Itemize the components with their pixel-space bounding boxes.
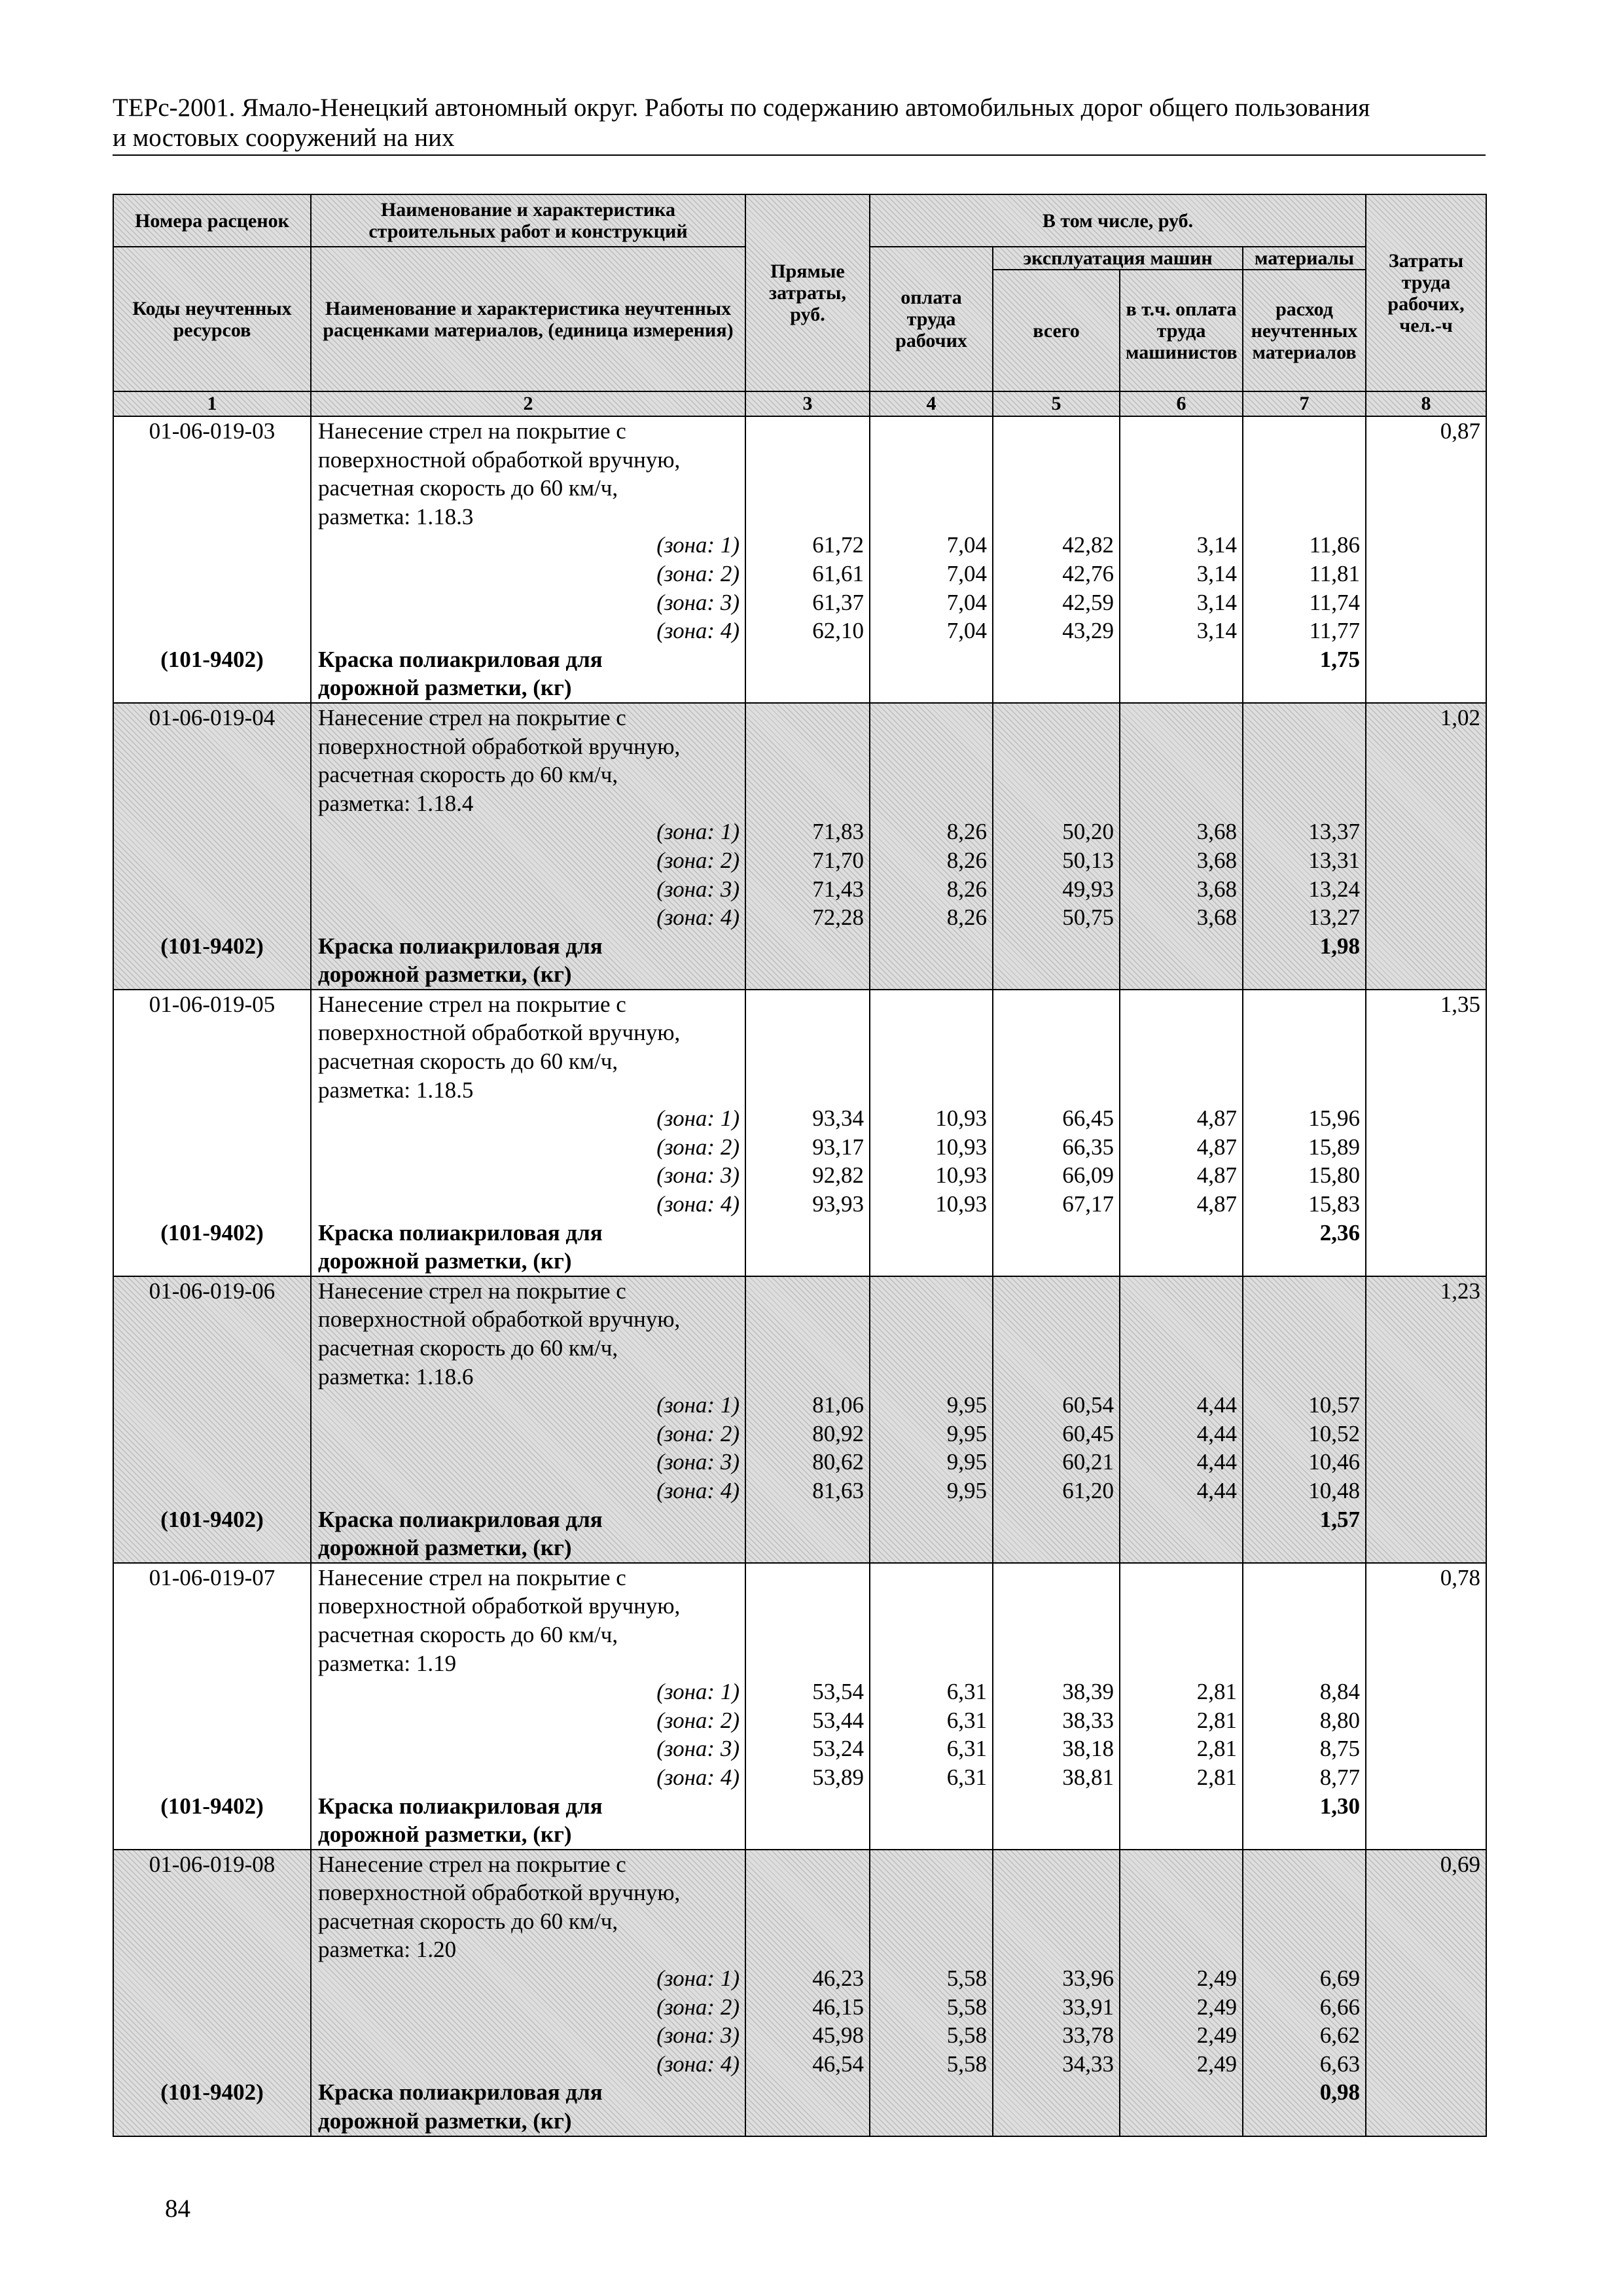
wages-cost: 6,31 <box>946 1679 987 1705</box>
work-description: расчетная скорость до 60 км/ч, <box>318 475 618 501</box>
col-labor <box>1366 703 1486 990</box>
header-unaccounted-materials: расход неучтенных материалов <box>1243 270 1366 391</box>
col-machines <box>993 416 1120 703</box>
wages-cost: 7,04 <box>946 560 987 586</box>
zone-label: (зона: 4) <box>656 1764 740 1790</box>
column-number: 5 <box>993 391 1120 416</box>
machines-cost: 43,29 <box>1062 618 1114 644</box>
machinist-wages: 3,14 <box>1196 618 1237 644</box>
work-description: поверхностной обработкой вручную, <box>318 1306 681 1333</box>
direct-cost: 81,06 <box>812 1392 864 1418</box>
machines-cost: 67,17 <box>1062 1191 1114 1217</box>
materials-cost: 6,63 <box>1319 2051 1361 2077</box>
column-number: 7 <box>1243 391 1366 416</box>
col-description <box>311 1276 745 1563</box>
zone-label: (зона: 1) <box>656 532 740 558</box>
header-direct-costs: Прямые затраты, руб. <box>745 194 870 391</box>
zone-label: (зона: 4) <box>656 2051 740 2077</box>
wages-cost: 10,93 <box>935 1105 987 1132</box>
machines-cost: 42,82 <box>1062 532 1114 558</box>
machinist-wages: 3,68 <box>1196 819 1237 845</box>
zone-label: (зона: 2) <box>656 1134 740 1160</box>
col-codes <box>113 1850 311 2136</box>
col-description <box>311 1563 745 1850</box>
machines-cost: 42,76 <box>1062 560 1114 586</box>
resource-name: Краска полиакриловая для <box>318 933 603 959</box>
direct-cost: 61,72 <box>812 532 864 558</box>
wages-cost: 6,31 <box>946 1707 987 1733</box>
direct-cost: 46,15 <box>812 1994 864 2020</box>
machinist-wages: 2,81 <box>1196 1764 1237 1790</box>
direct-cost: 80,62 <box>812 1449 864 1475</box>
rate-row <box>113 1850 1486 2136</box>
resource-code: (101-9402) <box>160 1506 264 1532</box>
header-title-line1: ТЕРс-2001. Ямало-Ненецкий автономный округ. Работы по содержанию автомобильных дорог общего пользования <box>113 94 1370 122</box>
direct-cost: 61,61 <box>812 560 864 586</box>
wages-cost: 6,31 <box>946 1736 987 1762</box>
col-materials <box>1243 990 1366 1276</box>
resource-name: дорожной разметки, (кг) <box>318 1535 572 1561</box>
header-resource-codes: Коды неучтенных ресурсов <box>113 247 311 391</box>
labor-hours: 1,02 <box>1440 704 1481 730</box>
direct-cost: 80,92 <box>812 1420 864 1446</box>
zone-label: (зона: 1) <box>656 1965 740 1992</box>
machines-cost: 42,59 <box>1062 589 1114 615</box>
page-number: 84 <box>165 2195 190 2223</box>
resource-name: Краска полиакриловая для <box>318 1793 603 1819</box>
machinist-wages: 2,49 <box>1196 1994 1237 2020</box>
resource-code: (101-9402) <box>160 933 264 959</box>
header-materials-name: Наименование и характеристика неучтенных расценками материалов, (единица измерения) <box>311 247 745 391</box>
materials-cost: 8,80 <box>1319 1707 1361 1733</box>
direct-cost: 93,34 <box>812 1105 864 1132</box>
machines-cost: 60,45 <box>1062 1420 1114 1446</box>
zone-label: (зона: 3) <box>656 1736 740 1762</box>
wages-cost: 7,04 <box>946 618 987 644</box>
column-number: 3 <box>745 391 870 416</box>
col-codes <box>113 703 311 990</box>
labor-hours: 1,35 <box>1440 991 1481 1017</box>
zone-label: (зона: 4) <box>656 1191 740 1217</box>
wages-cost: 10,93 <box>935 1134 987 1160</box>
zone-label: (зона: 1) <box>656 1105 740 1132</box>
materials-cost: 8,75 <box>1319 1736 1361 1762</box>
resource-quantity: 2,36 <box>1319 1219 1361 1246</box>
direct-cost: 46,23 <box>812 1965 864 1992</box>
materials-cost: 13,27 <box>1308 905 1361 931</box>
rate-row <box>113 416 1486 703</box>
resource-name: дорожной разметки, (кг) <box>318 961 572 988</box>
machinist-wages: 3,68 <box>1196 876 1237 902</box>
col-codes <box>113 1563 311 1850</box>
machines-cost: 66,35 <box>1062 1134 1114 1160</box>
header-rate-numbers: Номера расценок <box>113 194 311 247</box>
labor-hours: 1,23 <box>1440 1278 1481 1304</box>
resource-quantity: 1,75 <box>1319 646 1361 672</box>
rate-code: 01-06-019-03 <box>149 418 276 444</box>
materials-cost: 10,52 <box>1308 1420 1361 1446</box>
labor-hours: 0,78 <box>1440 1564 1481 1590</box>
machinist-wages: 4,44 <box>1196 1449 1237 1475</box>
direct-cost: 53,54 <box>812 1679 864 1705</box>
machinist-wages: 3,14 <box>1196 589 1237 615</box>
materials-cost: 13,37 <box>1308 819 1361 845</box>
resource-code: (101-9402) <box>160 2079 264 2106</box>
direct-cost: 92,82 <box>812 1162 864 1189</box>
header-including: В том числе, руб. <box>870 194 1366 247</box>
resource-quantity: 1,98 <box>1319 933 1361 959</box>
materials-cost: 13,24 <box>1308 876 1361 902</box>
zone-label: (зона: 1) <box>656 819 740 845</box>
direct-cost: 71,70 <box>812 847 864 873</box>
machines-cost: 60,54 <box>1062 1392 1114 1418</box>
machinist-wages: 2,49 <box>1196 2051 1237 2077</box>
wages-cost: 9,95 <box>946 1477 987 1503</box>
zone-label: (зона: 2) <box>656 1420 740 1446</box>
header-wages: оплата труда рабочих <box>870 247 993 391</box>
col-machines <box>993 990 1120 1276</box>
work-description: разметка: 1.18.3 <box>318 503 474 529</box>
rate-code: 01-06-019-05 <box>149 991 276 1017</box>
zone-label: (зона: 3) <box>656 876 740 902</box>
work-description: поверхностной обработкой вручную, <box>318 1880 681 1906</box>
zone-label: (зона: 4) <box>656 1477 740 1503</box>
machines-cost: 38,39 <box>1062 1679 1114 1705</box>
work-description: Нанесение стрел на покрытие с <box>318 418 626 444</box>
col-machines <box>993 1276 1120 1563</box>
column-number: 1 <box>113 391 311 416</box>
wages-cost: 7,04 <box>946 532 987 558</box>
direct-cost: 46,54 <box>812 2051 864 2077</box>
direct-cost: 62,10 <box>812 618 864 644</box>
col-codes <box>113 990 311 1276</box>
materials-cost: 15,89 <box>1308 1134 1361 1160</box>
zone-label: (зона: 1) <box>656 1679 740 1705</box>
resource-name: дорожной разметки, (кг) <box>318 1248 572 1274</box>
resource-quantity: 1,57 <box>1319 1506 1361 1532</box>
rate-code: 01-06-019-06 <box>149 1278 276 1304</box>
col-labor <box>1366 1563 1486 1850</box>
col-direct-costs <box>745 703 870 990</box>
resource-name: Краска полиакриловая для <box>318 2079 603 2106</box>
resource-code: (101-9402) <box>160 1219 264 1246</box>
materials-cost: 15,83 <box>1308 1191 1361 1217</box>
materials-cost: 10,48 <box>1308 1477 1361 1503</box>
zone-label: (зона: 3) <box>656 2022 740 2049</box>
col-direct-costs <box>745 990 870 1276</box>
machines-cost: 60,21 <box>1062 1449 1114 1475</box>
column-number: 4 <box>870 391 993 416</box>
direct-cost: 71,83 <box>812 819 864 845</box>
machines-cost: 33,78 <box>1062 2022 1114 2049</box>
zone-label: (зона: 1) <box>656 1392 740 1418</box>
col-direct-costs <box>745 1850 870 2136</box>
header-labor-costs: Затраты труда рабочих, чел.-ч <box>1366 194 1486 391</box>
direct-cost: 93,93 <box>812 1191 864 1217</box>
machines-cost: 61,20 <box>1062 1477 1114 1503</box>
resource-name: дорожной разметки, (кг) <box>318 2108 572 2134</box>
materials-cost: 11,86 <box>1309 532 1361 558</box>
wages-cost: 5,58 <box>946 2051 987 2077</box>
resource-name: дорожной разметки, (кг) <box>318 675 572 701</box>
machines-cost: 34,33 <box>1062 2051 1114 2077</box>
direct-cost: 71,43 <box>812 876 864 902</box>
work-description: поверхностной обработкой вручную, <box>318 446 681 473</box>
materials-cost: 8,84 <box>1319 1679 1361 1705</box>
wages-cost: 10,93 <box>935 1191 987 1217</box>
machinist-wages: 4,87 <box>1196 1191 1237 1217</box>
machines-cost: 33,96 <box>1062 1965 1114 1992</box>
materials-cost: 10,46 <box>1308 1449 1361 1475</box>
resource-name: Краска полиакриловая для <box>318 1506 603 1532</box>
rates-table <box>113 194 1487 2137</box>
rate-row <box>113 1276 1486 1563</box>
direct-cost: 53,24 <box>812 1736 864 1762</box>
machines-cost: 50,13 <box>1062 847 1114 873</box>
resource-code: (101-9402) <box>160 646 264 672</box>
work-description: разметка: 1.18.6 <box>318 1363 474 1390</box>
machines-cost: 38,81 <box>1062 1764 1114 1790</box>
col-wages <box>870 1850 993 2136</box>
col-materials <box>1243 1563 1366 1850</box>
col-description <box>311 990 745 1276</box>
work-description: Нанесение стрел на покрытие с <box>318 1278 626 1304</box>
materials-cost: 6,66 <box>1319 1994 1361 2020</box>
col-machinist <box>1120 1563 1243 1850</box>
wages-cost: 8,26 <box>946 819 987 845</box>
work-description: поверхностной обработкой вручную, <box>318 1593 681 1619</box>
materials-cost: 15,96 <box>1308 1105 1361 1132</box>
page-header <box>113 93 1486 156</box>
work-description: разметка: 1.18.5 <box>318 1077 474 1103</box>
col-direct-costs <box>745 416 870 703</box>
machines-cost: 66,45 <box>1062 1105 1114 1132</box>
materials-cost: 11,81 <box>1309 560 1361 586</box>
resource-code: (101-9402) <box>160 1793 264 1819</box>
zone-label: (зона: 4) <box>656 905 740 931</box>
col-wages <box>870 703 993 990</box>
wages-cost: 5,58 <box>946 2022 987 2049</box>
resource-name: дорожной разметки, (кг) <box>318 1821 572 1848</box>
work-description: Нанесение стрел на покрытие с <box>318 704 626 730</box>
work-description: расчетная скорость до 60 км/ч, <box>318 1621 618 1647</box>
col-labor <box>1366 1850 1486 2136</box>
work-description: Нанесение стрел на покрытие с <box>318 991 626 1017</box>
work-description: Нанесение стрел на покрытие с <box>318 1851 626 1877</box>
zone-label: (зона: 4) <box>656 618 740 644</box>
machines-cost: 38,33 <box>1062 1707 1114 1733</box>
materials-cost: 11,77 <box>1309 618 1361 644</box>
col-machinist <box>1120 990 1243 1276</box>
work-description: расчетная скорость до 60 км/ч, <box>318 1908 618 1934</box>
wages-cost: 10,93 <box>935 1162 987 1189</box>
machinist-wages: 3,14 <box>1196 560 1237 586</box>
direct-cost: 53,44 <box>812 1707 864 1733</box>
wages-cost: 9,95 <box>946 1420 987 1446</box>
col-machinist <box>1120 1276 1243 1563</box>
machinist-wages: 2,81 <box>1196 1679 1237 1705</box>
direct-cost: 45,98 <box>812 2022 864 2049</box>
labor-hours: 0,69 <box>1440 1851 1481 1877</box>
materials-cost: 6,69 <box>1319 1965 1361 1992</box>
rate-code: 01-06-019-07 <box>149 1564 276 1590</box>
materials-cost: 15,80 <box>1308 1162 1361 1189</box>
materials-cost: 6,62 <box>1319 2022 1361 2049</box>
machinist-wages: 4,44 <box>1196 1420 1237 1446</box>
column-number: 2 <box>311 391 745 416</box>
col-wages <box>870 416 993 703</box>
machinist-wages: 4,44 <box>1196 1477 1237 1503</box>
machinist-wages: 3,14 <box>1196 532 1237 558</box>
materials-cost: 11,74 <box>1309 589 1361 615</box>
labor-hours: 0,87 <box>1440 418 1481 444</box>
zone-label: (зона: 3) <box>656 1449 740 1475</box>
wages-cost: 5,58 <box>946 1965 987 1992</box>
materials-cost: 13,31 <box>1308 847 1361 873</box>
machinist-wages: 4,87 <box>1196 1162 1237 1189</box>
rate-row <box>113 703 1486 990</box>
col-labor <box>1366 990 1486 1276</box>
work-description: расчетная скорость до 60 км/ч, <box>318 1049 618 1075</box>
work-description: расчетная скорость до 60 км/ч, <box>318 1335 618 1361</box>
col-machinist <box>1120 703 1243 990</box>
resource-name: Краска полиакриловая для <box>318 646 603 672</box>
wages-cost: 8,26 <box>946 847 987 873</box>
col-machines <box>993 1850 1120 2136</box>
wages-cost: 9,95 <box>946 1449 987 1475</box>
machinist-wages: 2,49 <box>1196 1965 1237 1992</box>
zone-label: (зона: 2) <box>656 1994 740 2020</box>
wages-cost: 8,26 <box>946 876 987 902</box>
machines-cost: 66,09 <box>1062 1162 1114 1189</box>
col-machines <box>993 703 1120 990</box>
wages-cost: 8,26 <box>946 905 987 931</box>
col-codes <box>113 416 311 703</box>
col-machinist <box>1120 416 1243 703</box>
rate-row <box>113 990 1486 1276</box>
machines-cost: 50,75 <box>1062 905 1114 931</box>
zone-label: (зона: 3) <box>656 1162 740 1189</box>
header-machines: эксплуатация машин <box>993 247 1243 270</box>
direct-cost: 81,63 <box>812 1477 864 1503</box>
materials-cost: 10,57 <box>1308 1392 1361 1418</box>
wages-cost: 9,95 <box>946 1392 987 1418</box>
header-materials: материалы <box>1243 247 1366 270</box>
machines-cost: 33,91 <box>1062 1994 1114 2020</box>
col-machinist <box>1120 1850 1243 2136</box>
work-description: Нанесение стрел на покрытие с <box>318 1564 626 1590</box>
col-wages <box>870 1276 993 1563</box>
rate-code: 01-06-019-08 <box>149 1851 276 1877</box>
col-materials <box>1243 1850 1366 2136</box>
col-labor <box>1366 1276 1486 1563</box>
col-direct-costs <box>745 1563 870 1850</box>
machinist-wages: 4,44 <box>1196 1392 1237 1418</box>
machinist-wages: 4,87 <box>1196 1105 1237 1132</box>
wages-cost: 7,04 <box>946 589 987 615</box>
col-materials <box>1243 416 1366 703</box>
machinist-wages: 3,68 <box>1196 847 1237 873</box>
zone-label: (зона: 2) <box>656 560 740 586</box>
machinist-wages: 3,68 <box>1196 905 1237 931</box>
work-description: поверхностной обработкой вручную, <box>318 733 681 759</box>
col-codes <box>113 1276 311 1563</box>
direct-cost: 72,28 <box>812 905 864 931</box>
work-description: разметка: 1.18.4 <box>318 790 474 816</box>
machines-cost: 49,93 <box>1062 876 1114 902</box>
col-materials <box>1243 703 1366 990</box>
direct-cost: 53,89 <box>812 1764 864 1790</box>
work-description: поверхностной обработкой вручную, <box>318 1020 681 1046</box>
col-materials <box>1243 1276 1366 1563</box>
col-machines <box>993 1563 1120 1850</box>
work-description: разметка: 1.19 <box>318 1650 457 1676</box>
resource-quantity: 0,98 <box>1319 2079 1361 2106</box>
rate-code: 01-06-019-04 <box>149 704 276 730</box>
zone-label: (зона: 3) <box>656 589 740 615</box>
wages-cost: 5,58 <box>946 1994 987 2020</box>
header-machinist-wages: в т.ч. оплата труда машинистов <box>1120 270 1243 391</box>
direct-cost: 61,37 <box>812 589 864 615</box>
wages-cost: 6,31 <box>946 1764 987 1790</box>
machines-cost: 38,18 <box>1062 1736 1114 1762</box>
materials-cost: 8,77 <box>1319 1764 1361 1790</box>
col-wages <box>870 990 993 1276</box>
work-description: расчетная скорость до 60 км/ч, <box>318 762 618 788</box>
header-work-name: Наименование и характеристика строительных работ и конструкций <box>311 194 745 247</box>
header-title-line2: и мостовых сооружений на них <box>113 124 455 152</box>
machinist-wages: 2,81 <box>1196 1736 1237 1762</box>
col-description <box>311 1850 745 2136</box>
header-machines-total: всего <box>993 270 1120 391</box>
col-direct-costs <box>745 1276 870 1563</box>
col-wages <box>870 1563 993 1850</box>
resource-name: Краска полиакриловая для <box>318 1219 603 1246</box>
col-description <box>311 416 745 703</box>
machines-cost: 50,20 <box>1062 819 1114 845</box>
resource-quantity: 1,30 <box>1319 1793 1361 1819</box>
column-number: 8 <box>1366 391 1486 416</box>
zone-label: (зона: 2) <box>656 1707 740 1733</box>
machinist-wages: 2,81 <box>1196 1707 1237 1733</box>
machinist-wages: 2,49 <box>1196 2022 1237 2049</box>
column-number: 6 <box>1120 391 1243 416</box>
col-labor <box>1366 416 1486 703</box>
direct-cost: 93,17 <box>812 1134 864 1160</box>
col-description <box>311 703 745 990</box>
zone-label: (зона: 2) <box>656 847 740 873</box>
work-description: разметка: 1.20 <box>318 1937 457 1963</box>
machinist-wages: 4,87 <box>1196 1134 1237 1160</box>
rate-row <box>113 1563 1486 1850</box>
